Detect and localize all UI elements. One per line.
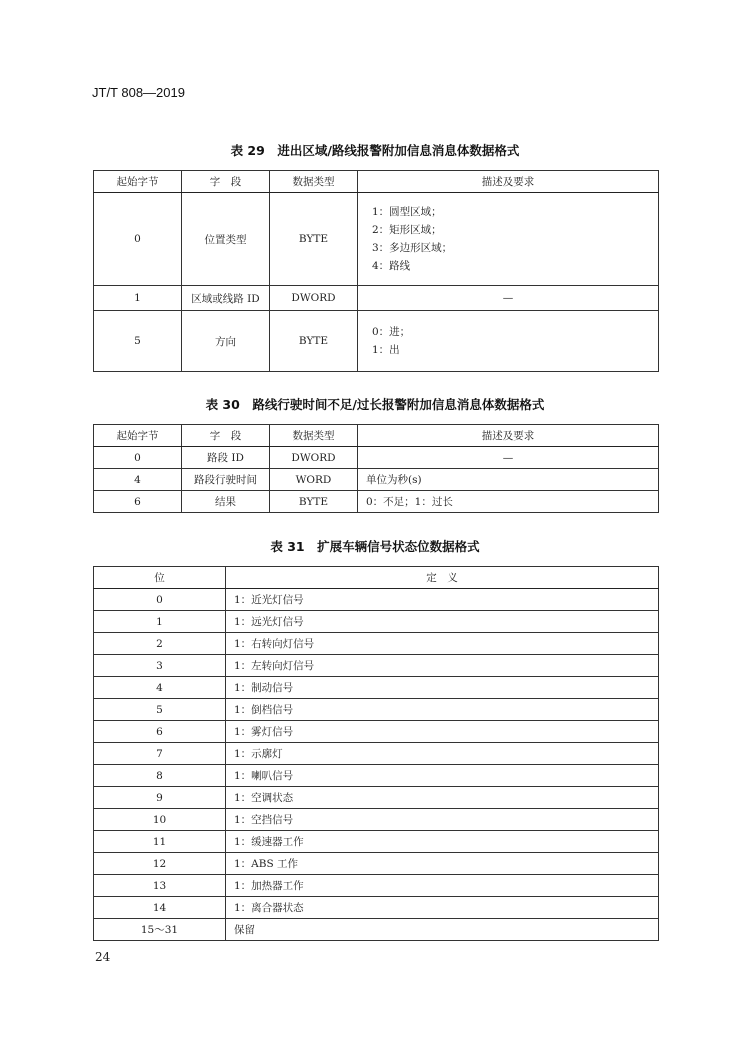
table-row xyxy=(94,633,659,655)
cell-field: 结果 xyxy=(182,491,270,513)
header-field: 字 段 xyxy=(182,425,270,447)
table-row xyxy=(94,193,659,286)
header-data-type: 数据类型 xyxy=(270,171,358,193)
table-row xyxy=(94,765,659,787)
table-row xyxy=(94,919,659,941)
cell-def: 1：示廓灯 xyxy=(226,743,659,765)
table29 xyxy=(93,170,659,372)
cell-bit: 9 xyxy=(94,787,226,809)
table-row xyxy=(94,589,659,611)
cell-def: 1：空调状态 xyxy=(226,787,659,809)
desc-line: 0：进； xyxy=(372,326,411,338)
cell-desc xyxy=(358,193,659,286)
cell-field: 路段 ID xyxy=(182,447,270,469)
desc-line: 2：矩形区域； xyxy=(372,224,442,236)
cell-bit: 8 xyxy=(94,765,226,787)
table31-header-row xyxy=(94,567,659,589)
table-row xyxy=(94,611,659,633)
cell-bit: 7 xyxy=(94,743,226,765)
cell-field: 位置类型 xyxy=(182,193,270,286)
cell-bit: 10 xyxy=(94,809,226,831)
header-start-byte: 起始字节 xyxy=(94,425,182,447)
cell-def: 1：近光灯信号 xyxy=(226,589,659,611)
cell-bit: 1 xyxy=(94,611,226,633)
cell-bit: 13 xyxy=(94,875,226,897)
cell-def: 1：ABS 工作 xyxy=(226,853,659,875)
cell-start: 6 xyxy=(94,491,182,513)
document-code: JT/T 808—2019 xyxy=(92,85,185,100)
table-row xyxy=(94,721,659,743)
cell-bit: 4 xyxy=(94,677,226,699)
cell-field: 路段行驶时间 xyxy=(182,469,270,491)
cell-def: 1：离合器状态 xyxy=(226,897,659,919)
cell-desc: 单位为秒(s) xyxy=(358,469,659,491)
cell-def: 1：左转向灯信号 xyxy=(226,655,659,677)
cell-bit: 12 xyxy=(94,853,226,875)
desc-line: 1：圆型区域； xyxy=(372,206,442,218)
cell-def: 1：雾灯信号 xyxy=(226,721,659,743)
cell-desc: 0：不足；1：过长 xyxy=(358,491,659,513)
table-row xyxy=(94,809,659,831)
cell-def: 1：缓速器工作 xyxy=(226,831,659,853)
table-row xyxy=(94,469,659,491)
cell-field: 区域或线路 ID xyxy=(182,286,270,311)
cell-def: 1：加热器工作 xyxy=(226,875,659,897)
table-row xyxy=(94,853,659,875)
table-row xyxy=(94,655,659,677)
cell-def: 1：倒档信号 xyxy=(226,699,659,721)
table-row xyxy=(94,447,659,469)
header-definition: 定 义 xyxy=(226,567,659,589)
table-row xyxy=(94,311,659,372)
table30 xyxy=(93,424,659,513)
cell-bit: 2 xyxy=(94,633,226,655)
cell-desc: — xyxy=(358,286,659,311)
table29-caption: 表 29 进出区域/路线报警附加信息消息体数据格式 xyxy=(230,143,520,158)
table31-caption: 表 31 扩展车辆信号状态位数据格式 xyxy=(270,539,480,554)
table-row xyxy=(94,897,659,919)
cell-def: 1：右转向灯信号 xyxy=(226,633,659,655)
cell-bit: 0 xyxy=(94,589,226,611)
table-row xyxy=(94,699,659,721)
cell-field: 方向 xyxy=(182,311,270,372)
cell-bit: 5 xyxy=(94,699,226,721)
cell-bit: 15～31 xyxy=(94,919,226,941)
table30-caption: 表 30 路线行驶时间不足/过长报警附加信息消息体数据格式 xyxy=(205,397,545,412)
cell-start: 0 xyxy=(94,193,182,286)
cell-type: BYTE xyxy=(270,311,358,372)
cell-bit: 3 xyxy=(94,655,226,677)
cell-bit: 14 xyxy=(94,897,226,919)
header-description: 描述及要求 xyxy=(358,425,659,447)
desc-line: 4：路线 xyxy=(372,260,411,272)
cell-start: 4 xyxy=(94,469,182,491)
cell-desc xyxy=(358,311,659,372)
cell-def: 1：制动信号 xyxy=(226,677,659,699)
table-row xyxy=(94,831,659,853)
desc-line: 3：多边形区域； xyxy=(372,242,453,254)
header-description: 描述及要求 xyxy=(358,171,659,193)
page-number: 24 xyxy=(95,950,111,964)
table31 xyxy=(93,566,659,941)
table-row xyxy=(94,787,659,809)
table-row xyxy=(94,875,659,897)
table-row xyxy=(94,286,659,311)
table-row xyxy=(94,743,659,765)
header-field: 字 段 xyxy=(182,171,270,193)
table30-header-row xyxy=(94,425,659,447)
cell-type: DWORD xyxy=(270,286,358,311)
desc-line: 1：出 xyxy=(372,344,400,356)
table29-header-row xyxy=(94,171,659,193)
cell-bit: 6 xyxy=(94,721,226,743)
cell-def: 1：远光灯信号 xyxy=(226,611,659,633)
header-data-type: 数据类型 xyxy=(270,425,358,447)
table-row xyxy=(94,677,659,699)
cell-desc: — xyxy=(358,447,659,469)
cell-bit: 11 xyxy=(94,831,226,853)
cell-type: BYTE xyxy=(270,193,358,286)
cell-start: 5 xyxy=(94,311,182,372)
header-start-byte: 起始字节 xyxy=(94,171,182,193)
cell-def: 1：喇叭信号 xyxy=(226,765,659,787)
header-bit: 位 xyxy=(94,567,226,589)
cell-start: 1 xyxy=(94,286,182,311)
cell-type: BYTE xyxy=(270,491,358,513)
cell-def: 1：空挡信号 xyxy=(226,809,659,831)
table-row xyxy=(94,491,659,513)
cell-type: DWORD xyxy=(270,447,358,469)
cell-start: 0 xyxy=(94,447,182,469)
cell-def: 保留 xyxy=(226,919,659,941)
cell-type: WORD xyxy=(270,469,358,491)
